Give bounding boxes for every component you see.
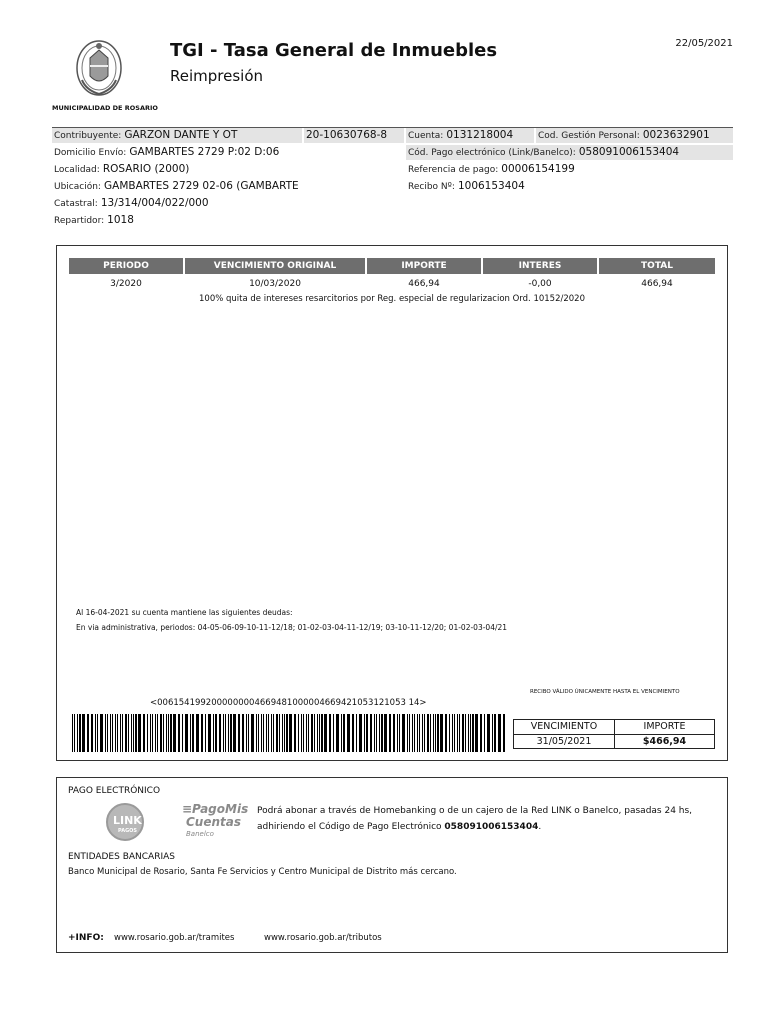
link-logo: LINK PAGOS: [106, 803, 144, 841]
payment-code: 058091006153404: [444, 822, 539, 832]
coat-of-arms-icon: [72, 36, 126, 100]
col-periodo: PERIODO: [69, 258, 183, 274]
contribuyente-field: Contribuyente: GARZON DANTE Y OT: [52, 128, 302, 143]
tramites-link[interactable]: www.rosario.gob.ar/tramites: [114, 933, 235, 943]
detail-box: [56, 245, 728, 761]
cell-vencimiento: 10/03/2020: [249, 279, 301, 289]
recibo-field: Recibo Nº: 1006153404: [408, 180, 525, 192]
cod-gestion-value: 0023632901: [642, 129, 710, 141]
cod-pago-field: Cód. Pago electrónico (Link/Banelco): 058091006153404: [406, 145, 733, 160]
tributos-link[interactable]: www.rosario.gob.ar/tributos: [264, 933, 382, 943]
col-interes: INTERES: [483, 258, 597, 274]
ubicacion-field: Ubicación: GAMBARTES 2729 02-06 (GAMBARTE: [54, 180, 299, 192]
pagomiscuentas-logo: ≡PagoMis Cuentas Banelco: [182, 802, 249, 838]
electronic-payment-text: Podrá abonar a través de Homebanking o de un cajero de la Red LINK o Banelco, pasadas 24 hs, adhiriendo el Código de Pago Electrónico 058091006153404.: [257, 806, 693, 832]
cell-interes: -0,00: [528, 279, 552, 289]
cuit-field: 20-10630768-8: [304, 128, 404, 143]
col-total: TOTAL: [599, 258, 715, 274]
municipality-name: MUNICIPALIDAD DE ROSARIO: [52, 104, 158, 112]
document-title: TGI - Tasa General de Inmuebles: [170, 40, 498, 61]
col-vencimiento: VENCIMIENTO ORIGINAL: [185, 258, 365, 274]
repartidor-field: Repartidor: 1018: [54, 214, 134, 226]
barcode: [72, 714, 508, 752]
cuenta-field: Cuenta: 0131218004: [406, 128, 534, 143]
amount-label: IMPORTE: [643, 721, 686, 732]
due-date-value: 31/05/2021: [536, 736, 592, 747]
print-date: 22/05/2021: [675, 38, 733, 49]
catastral-field: Catastral: 13/314/004/022/000: [54, 197, 209, 209]
barcode-number: <0061541992000000004669481000004669421053121053 14>: [150, 698, 427, 708]
debt-periods: En via administrativa, periodos: 04-05-06-09-10-11-12/18; 01-02-03-04-11-12/19; 03-10-11-12/20; 01-02-03-04/21: [76, 623, 508, 632]
banks-text: Banco Municipal de Rosario, Santa Fe Servicios y Centro Municipal de Distrito más cercano.: [68, 867, 457, 877]
cuenta-value: 0131218004: [446, 129, 514, 141]
due-date-label: VENCIMIENTO: [530, 721, 598, 732]
document-subtitle: Reimpresión: [170, 67, 264, 85]
electronic-payment-title: PAGO ELECTRÓNICO: [68, 786, 161, 796]
cell-importe: 466,94: [408, 279, 440, 289]
debt-notice: Al 16-04-2021 su cuenta mantiene las siguientes deudas:: [76, 608, 293, 617]
due-table: [513, 719, 715, 749]
table-note: 100% quita de intereses resarcitorios por Reg. especial de regularizacion Ord. 10152/2020: [199, 294, 585, 304]
localidad-field: Localidad: ROSARIO (2000): [54, 163, 190, 175]
banks-title: ENTIDADES BANCARIAS: [68, 852, 175, 862]
table-header: [69, 258, 715, 274]
more-info-label: +INFO:: [68, 933, 104, 943]
amount-value: $466,94: [642, 736, 687, 747]
cell-periodo: 3/2020: [110, 279, 142, 289]
cell-total: 466,94: [641, 279, 673, 289]
col-importe: IMPORTE: [367, 258, 481, 274]
cod-gestion-field: Cod. Gestión Personal: 0023632901: [536, 128, 733, 143]
validity-notice: RECIBO VÁLIDO ÚNICAMENTE HASTA EL VENCIMIENTO: [530, 689, 680, 695]
domicilio-field: Domicilio Envío: GAMBARTES 2729 P:02 D:06: [54, 146, 280, 158]
contribuyente-value: GARZON DANTE Y OT: [124, 129, 238, 141]
referencia-field: Referencia de pago: 00006154199: [408, 163, 575, 175]
table-row: [69, 277, 715, 291]
